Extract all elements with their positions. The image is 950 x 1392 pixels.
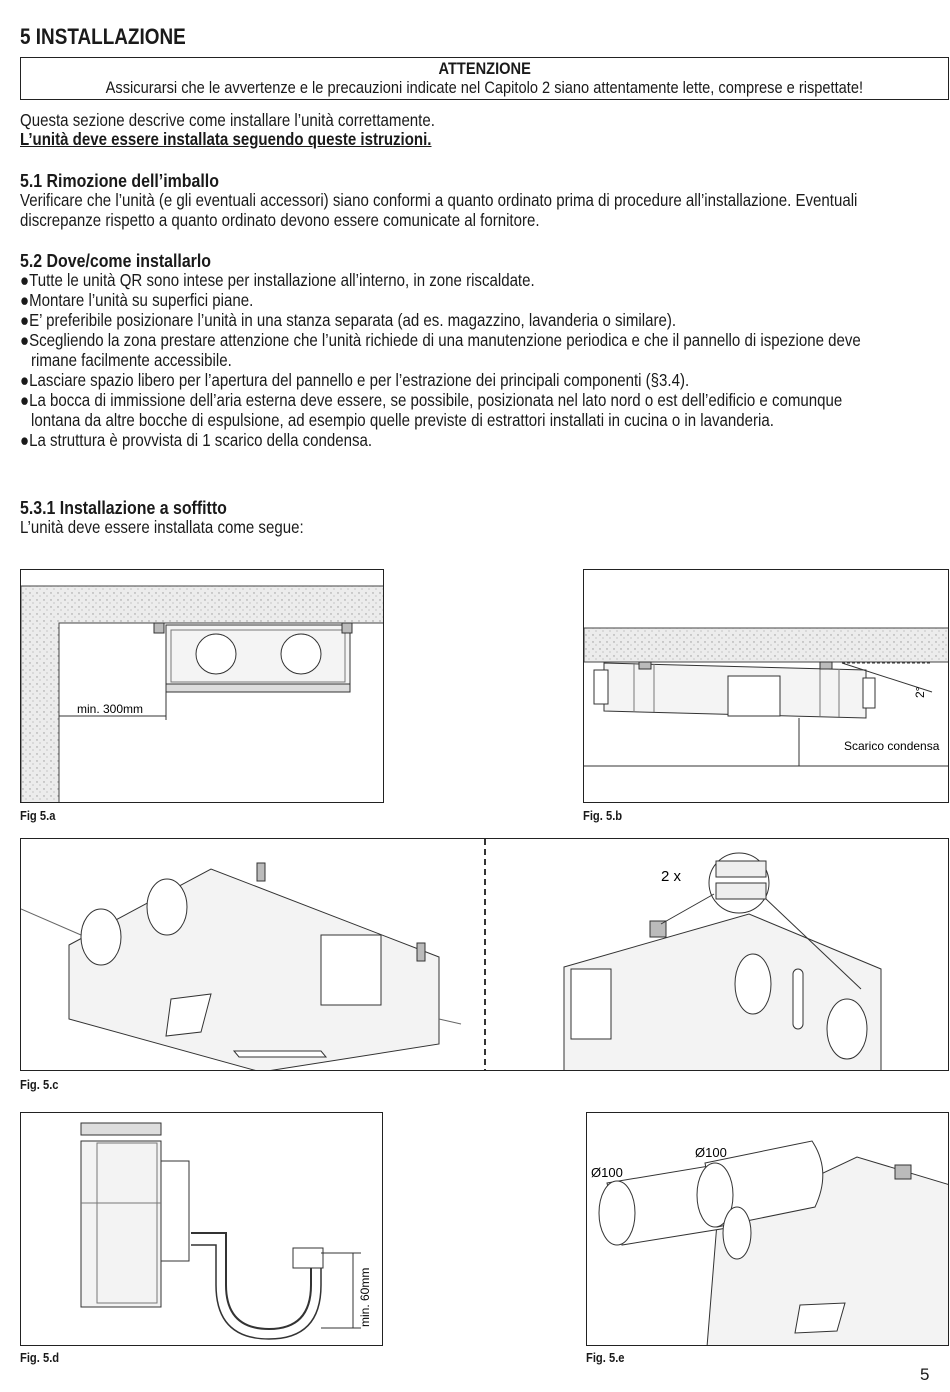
figure-5d (20, 1112, 383, 1346)
heading-5-3-1: 5.3.1 Installazione a soffitto (20, 497, 227, 518)
figure-5e-drawing (587, 1113, 949, 1346)
figure-5a-drawing (21, 570, 384, 803)
warning-title: ATTENZIONE (438, 59, 531, 78)
figure-5b-drawing (584, 570, 949, 803)
paragraph-5-1-line: discrepanze rispetto a quanto ordinato devono essere comunicate al fornitore. (20, 210, 540, 230)
figure-5c (20, 838, 949, 1071)
figure-5a-caption: Fig 5.a (20, 808, 56, 823)
section-title: 5 INSTALLAZIONE (20, 24, 186, 49)
figure-5b-caption: Fig. 5.b (583, 808, 623, 823)
figure-5c-drawing (21, 839, 949, 1071)
heading-5-1: 5.1 Rimozione dell’imballo (20, 170, 219, 191)
paragraph-5-3-1: L’unità deve essere installata come segue: (20, 517, 304, 537)
figure-5d-label: min. 60mm (358, 1267, 372, 1327)
page-number: 5 (920, 1365, 930, 1384)
figure-5a (20, 569, 384, 803)
bullet-item: ●Lasciare spazio libero per l’apertura del pannello e per l’estrazione dei principali componenti (§3.4). (20, 370, 690, 390)
bullet-continuation: rimane facilmente accessibile. (31, 350, 232, 370)
figure-5d-caption: Fig. 5.d (20, 1350, 60, 1365)
bullet-item: ●La struttura è provvista di 1 scarico della condensa. (20, 430, 373, 450)
paragraph-5-1-line: Verificare che l’unità (e gli eventuali accessori) siano conformi a quanto ordinato prima di procedure all’installazione. Eventuali (20, 190, 858, 210)
figure-5b (583, 569, 949, 803)
intro-emphasis: L’unità deve essere installata seguendo queste istruzioni. (20, 129, 432, 149)
figure-5d-drawing (21, 1113, 383, 1346)
figure-5b-label: Scarico condensa (844, 739, 940, 753)
bullet-item: ●Montare l’unità su superfici piane. (20, 290, 254, 310)
figure-5c-label: 2 x (661, 868, 682, 885)
figure-5e-label-right: Ø100 (695, 1145, 727, 1160)
figure-5e (586, 1112, 949, 1346)
figure-5b-angle: 2° (913, 686, 927, 698)
figure-5e-label-left: Ø100 (591, 1165, 623, 1180)
bullet-item: ●La bocca di immissione dell’aria esterna deve essere, se possibile, posizionata nel lato nord o est dell’edificio e comunque (20, 390, 843, 410)
intro-line: Questa sezione descrive come installare l’unità correttamente. (20, 110, 435, 130)
figure-5c-caption: Fig. 5.c (20, 1077, 59, 1092)
bullet-item: ●Tutte le unità QR sono intese per installazione all’interno, in zone riscaldate. (20, 270, 535, 290)
warning-box (20, 57, 949, 100)
figure-5a-label: min. 300mm (77, 702, 144, 716)
bullet-item: ●Scegliendo la zona prestare attenzione che l’unità richiede di una manutenzione periodica e che il pannello di ispezione deve (20, 330, 861, 350)
figure-5e-caption: Fig. 5.e (586, 1350, 625, 1365)
warning-text: Assicurarsi che le avvertenze e le precauzioni indicate nel Capitolo 2 siano attentamente lette, comprese e rispettate! (105, 78, 864, 97)
heading-5-2: 5.2 Dove/come installarlo (20, 250, 212, 271)
bullet-item: ●E’ preferibile posizionare l’unità in una stanza separata (ad es. magazzino, lavanderia o similare). (20, 310, 677, 330)
bullet-continuation: lontana da altre bocche di espulsione, ad esempio quelle previste di estrattori installati in cucina o in lavanderia. (31, 410, 774, 430)
